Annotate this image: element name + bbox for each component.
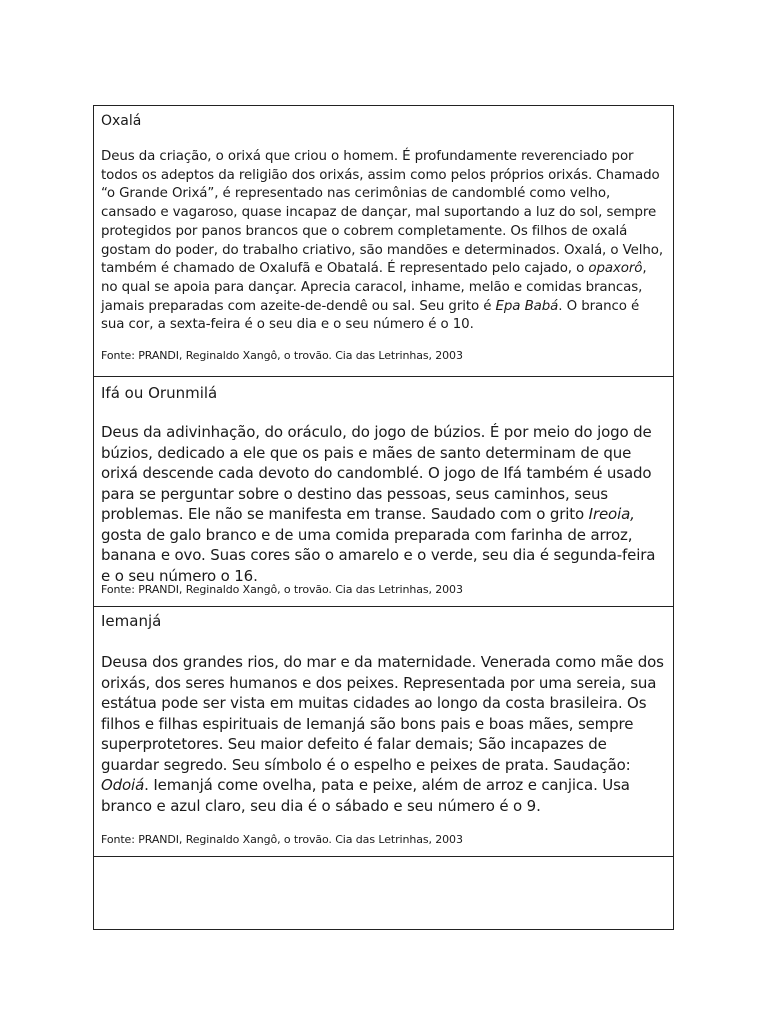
table-row-ifa (94, 377, 673, 607)
entry-source: Fonte: PRANDI, Reginaldo Xangô, o trovão. Cia das Letrinhas, 2003 (101, 833, 463, 846)
entry-source: Fonte: PRANDI, Reginaldo Xangô, o trovão. Cia das Letrinhas, 2003 (101, 583, 463, 596)
entry-title: Ifá ou Orunmilá (101, 384, 218, 402)
table-row-iemanja (94, 607, 673, 857)
entry-source: Fonte: PRANDI, Reginaldo Xangô, o trovão. Cia das Letrinhas, 2003 (101, 349, 463, 362)
entry-description: Deus da criação, o orixá que criou o homem. É profundamente reverenciado por todos os adeptos da religião dos orixás, assim como pelos próprios orixás. Chamado “o Grande Orixá”, é representado nas cerimônias de candomblé como velho, cansado e vagaroso, quase incapaz de dançar, mal suportando a luz do sol, sempre protegidos por panos brancos que o cobrem completamente. Os filhos de oxalá gostam do poder, do trabalho criativo, são mandões e determinados. Oxalá, o Velho, também é chamado de Oxalufã e Obatalá. É representado pelo cajado, o opaxorô, no qual se apoia para dançar. Aprecia caracol, inhame, melão e comidas brancas, jamais preparadas com azeite-de-dendê ou sal. Seu grito é Epa Babá. O branco é sua cor, a sexta-feira é o seu dia e o seu número é o 10. (101, 149, 664, 333)
table-row-oxala (94, 106, 673, 377)
entry-title: Iemanjá (101, 612, 162, 630)
orixa-table (93, 105, 674, 930)
entry-description: Deusa dos grandes rios, do mar e da maternidade. Venerada como mãe dos orixás, dos seres humanos e dos peixes. Representada por uma sereia, sua estátua pode ser vista em muitas cidades ao longo da costa brasileira. Os filhos e filhas espirituais de Iemanjá são bons pais e boas mães, sempre superprotetores. Seu maior defeito é falar demais; São incapazes de guardar segredo. Seu símbolo é o espelho e peixes de prata. Saudação: Odoiá. Iemanjá come ovelha, pata e peixe, além de arroz e canjica. Usa branco e azul claro, seu dia é o sábado e seu número é o 9. (101, 653, 664, 815)
entry-description: Deus da adivinhação, do oráculo, do jogo de búzios. É por meio do jogo de búzios, dedicado a ele que os pais e mães de santo determinam de que orixá descende cada devoto do candomblé. O jogo de Ifá também é usado para se perguntar sobre o destino das pessoas, seus caminhos, seus problemas. Ele não se manifesta em transe. Saudado com o grito Ireoia, gosta de galo branco e de uma comida preparada com farinha de arroz, banana e ovo. Suas cores são o amarelo e o verde, seu dia é segunda-feira e o seu número o 16. (101, 423, 656, 585)
entry-title: Oxalá (101, 113, 142, 129)
table-row-empty (94, 857, 673, 929)
